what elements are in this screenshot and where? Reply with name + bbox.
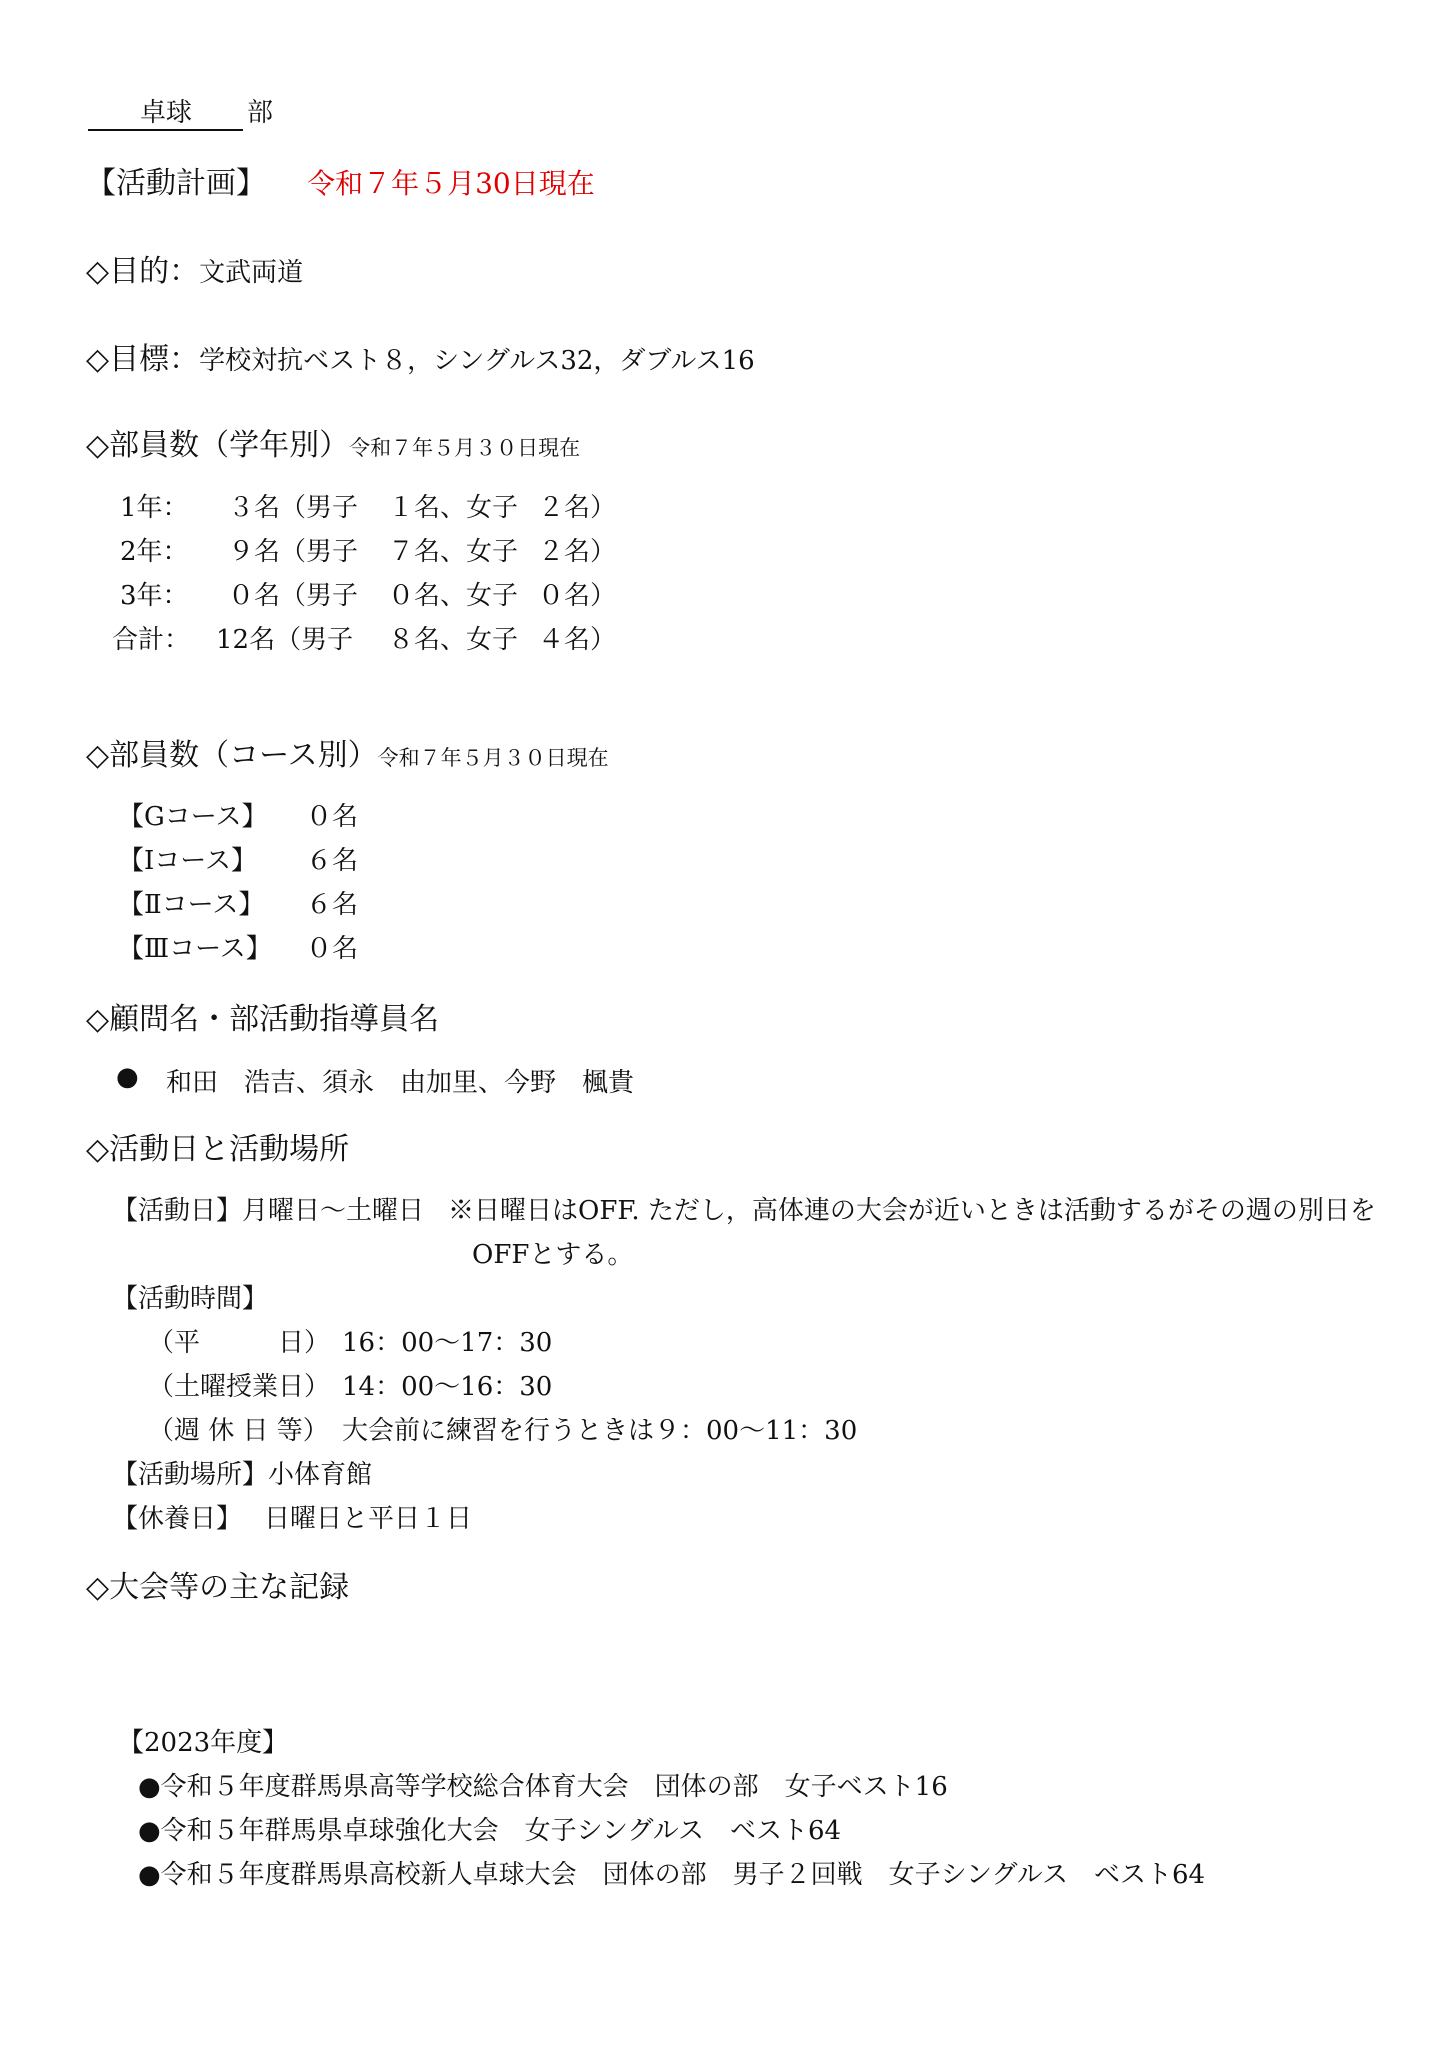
activity-heading: ◇活動日と活動場所	[86, 1132, 350, 1167]
purpose-line	[86, 246, 303, 290]
activity-rest-line	[112, 1498, 472, 1535]
grade-row-male: １名、女子	[388, 493, 519, 523]
grade-row-label: 2年：	[120, 537, 189, 567]
records-year: 【2023年度】	[118, 1728, 289, 1758]
grade-row-female: ２名）	[538, 493, 617, 523]
purpose-value: 文武両道	[199, 258, 304, 288]
course-row-count: ６名	[306, 846, 359, 876]
grade-row-male: ０名、女子	[388, 581, 519, 611]
activity-days-note-1: ※日曜日はOFF. ただし，高体連の大会が近いときは活動するがその週の別日を	[448, 1196, 1376, 1226]
course-row-label: 【Ⅰコース】	[118, 846, 257, 876]
activity-time-row-label: （土曜授業日）	[148, 1372, 331, 1402]
activity-time-row-label: （週 休 日 等）	[148, 1416, 329, 1446]
activity-place-value: 小体育館	[268, 1460, 373, 1490]
club-name-line	[88, 92, 273, 131]
activity-place-label: 【活動場所】	[112, 1460, 269, 1490]
course-row-label: 【Ⅲコース】	[118, 934, 272, 964]
activity-time-row-value: 大会前に練習を行うときは９：00～11：30	[342, 1416, 858, 1446]
plan-heading: 【活動計画】	[86, 166, 266, 201]
activity-time-label: 【活動時間】	[112, 1284, 269, 1314]
grade-row-total: ０名（男子	[228, 581, 359, 611]
advisors-names: 和田 浩吉、須永 由加里、今野 楓貴	[166, 1068, 635, 1098]
goal-value: 学校対抗ベスト８，シングルス32，ダブルス16	[199, 346, 755, 376]
grade-row-female: ４名）	[538, 625, 617, 655]
grade-row-label: 合計：	[112, 625, 191, 655]
activity-time-row-value: 16：00～17：30	[342, 1328, 553, 1358]
members-grade-date: 令和７年５月３０日現在	[349, 436, 581, 460]
activity-days-line	[112, 1190, 424, 1227]
course-row-count: ０名	[306, 934, 359, 964]
grade-row-label: 3年：	[120, 581, 189, 611]
advisors-bullet: ●	[116, 1062, 139, 1092]
course-row-count: ６名	[306, 890, 359, 920]
members-course-heading: ◇部員数（コース別）	[86, 738, 378, 773]
course-row-count: ０名	[306, 802, 359, 832]
activity-days-value: 月曜日～土曜日	[242, 1196, 425, 1226]
plan-header	[86, 158, 595, 202]
grade-row-male: ７名、女子	[388, 537, 519, 567]
members-course-date: 令和７年５月３０日現在	[377, 746, 609, 770]
members-grade-heading: ◇部員数（学年別）	[86, 428, 350, 463]
activity-time-row-value: 14：00～16：30	[342, 1372, 553, 1402]
grade-row-female: ２名）	[538, 537, 617, 567]
grade-row-total: 12名（男子	[216, 625, 354, 655]
members-course-header	[86, 730, 609, 774]
grade-row-total: ３名（男子	[228, 493, 359, 523]
grade-row-label: 1年：	[120, 493, 189, 523]
record-item: ●令和５年群馬県卓球強化大会 女子シングルス ベスト64	[138, 1816, 842, 1846]
grade-row-female: ０名）	[538, 581, 617, 611]
course-row-label: 【Ⅱコース】	[118, 890, 265, 920]
advisors-heading: ◇顧問名・部活動指導員名	[86, 1002, 440, 1037]
grade-row-male: ８名、女子	[388, 625, 519, 655]
record-item: ●令和５年度群馬県高等学校総合体育大会 団体の部 女子ベスト16	[138, 1772, 948, 1802]
members-grade-header	[86, 420, 580, 464]
activity-rest-label: 【休養日】	[112, 1504, 243, 1534]
activity-days-note-2: OFFとする。	[472, 1240, 634, 1270]
activity-place-line	[112, 1454, 372, 1491]
records-heading: ◇大会等の主な記録	[86, 1570, 350, 1605]
goal-label: ◇目標：	[86, 342, 200, 377]
record-item: ●令和５年度群馬県高校新人卓球大会 団体の部 男子２回戦 女子シングルス ベスト64	[138, 1860, 1206, 1890]
club-name: 卓球	[88, 97, 243, 131]
club-suffix: 部	[247, 98, 274, 128]
course-row-label: 【Gコース】	[118, 802, 268, 832]
activity-rest-value: 日曜日と平日１日	[264, 1504, 473, 1534]
goal-line	[86, 334, 755, 378]
activity-time-row-label: （平 日）	[148, 1328, 331, 1358]
grade-row-total: ９名（男子	[228, 537, 359, 567]
plan-date: 令和７年５月30日現在	[307, 167, 595, 200]
activity-days-label: 【活動日】	[112, 1196, 243, 1226]
purpose-label: ◇目的：	[86, 254, 200, 289]
